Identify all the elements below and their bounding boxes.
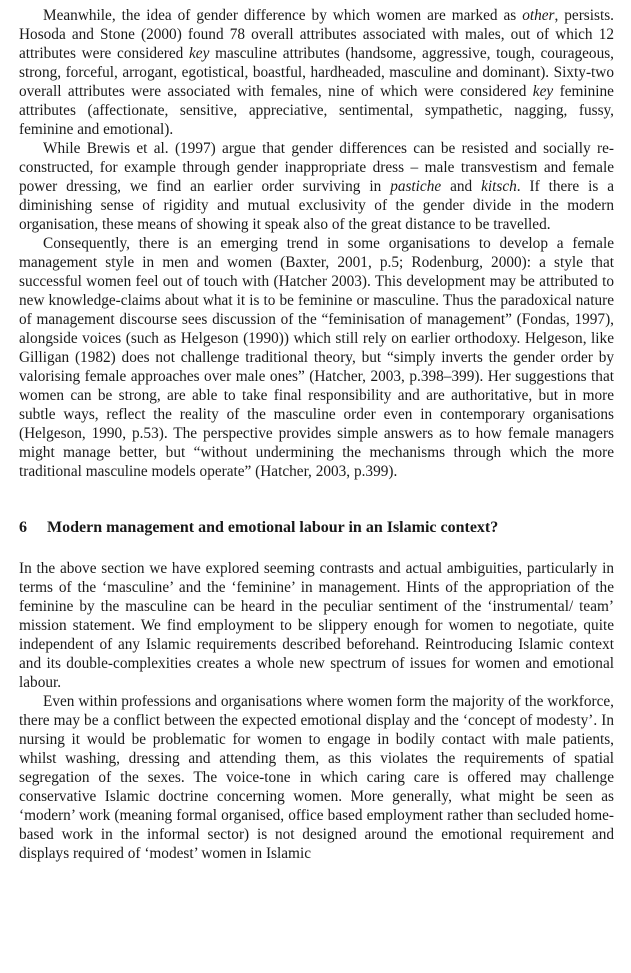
paragraph-female-management-style: Consequently, there is an emerging trend in some organisations to develop a female management style in men and women (Baxter, 2001, p.5; Rodenburg, 2000): a style that successful women feel out of touch with (Hatcher 2003). This development may be attributed to new knowledge-claims about what it is to be feminine or masculine. Thus the paradoxical nature of management discourse sees discussion of the “feminisation of management” (Fondas, 1997), alongside voices (such as Helgeson (1990)) which still rely on earlier orthodoxy. Helgeson, like Gilligan (1982) does not challenge traditional theory, but “simply inverts the gender order by valorising female approaches over male ones” (Hatcher, 2003, p.398–399). Her suggestions that women can be strong, are able to take final responsibility and are authoritative, but in more subtle ways, reflect the reality of the masculine order even in contemporary organisations (Helgeson, 1990, p.53). The perspective provides simple answers as to how female managers might manage better, but “without undermining the mechanisms through which the more traditional masculine models operate” (Hatcher, 2003, p.399).: [19, 235, 614, 480]
italic-term: other: [522, 7, 555, 24]
italic-term: key: [189, 45, 210, 62]
paragraph-gender-attributes: Meanwhile, the idea of gender difference by which women are marked as other, persists. Hosoda and Stone (2000) found 78 overall attributes associated with males, out of which 12 attributes were considered key masculine attributes (handsome, aggressive, tough, courageous, strong, forceful, arrogant, egotistical, boastful, hardheaded, masculine and dominant). Sixty-two overall attributes were associated with females, nine of which were considered key feminine attributes (affectionate, sensitive, appreciative, sentimental, sympathetic, nagging, fussy, feminine and emotional).: [19, 7, 614, 138]
italic-term: key: [532, 83, 554, 100]
paragraph-section-intro: In the above section we have explored seeming contrasts and actual ambiguities, particularly in terms of the ‘masculine’ and the ‘feminine’ in management. Hints of the appropriation of the feminine by the masculine can be heard in the peculiar sentiment of the ‘instrumental/ team’ mission statement. We find employment to be slippery enough for women to negotiate, quite independent of any Islamic requirements described beforehand. Reintroducing Islamic context and its double-complexities creates a whole new spectrum of issues for women and emotional labour.: [19, 560, 614, 691]
italic-term: kitsch: [481, 178, 517, 195]
paragraph-modesty-conflict: Even within professions and organisations where women form the majority of the workforce, there may be a conflict between the expected emotional display and the ‘concept of modesty’. In nursing it would be problematic for women to engage in bodily contact with male patients, whilst washing, dressing and attending them, as this violates the requirements of spatial segregation of the sexes. The voice-tone in which caring care is offered may challenge conservative Islamic doctrine concerning women. More generally, what might be seen as ‘modern’ work (meaning formal organised, office based employment rather than secluded home-based work in the informal sector) is not designed around the emotional requirement and displays required of ‘modest’ women in Islamic: [19, 693, 614, 862]
italic-term: pastiche: [390, 178, 442, 195]
section-title: Modern management and emotional labour in an Islamic context?: [47, 519, 499, 536]
section-heading: [19, 518, 614, 538]
section-number: 6: [19, 519, 27, 536]
paragraph-gender-resistance: While Brewis et al. (1997) argue that gender differences can be resisted and socially re-constructed, for example through gender inappropriate dress – male transvestism and female power dressing, we find an earlier order surviving in pastiche and kitsch. If there is a diminishing sense of rigidity and mutual exclusivity of the gender divide in the modern organisation, these means of showing it speak also of the great distance to be travelled.: [19, 140, 615, 233]
